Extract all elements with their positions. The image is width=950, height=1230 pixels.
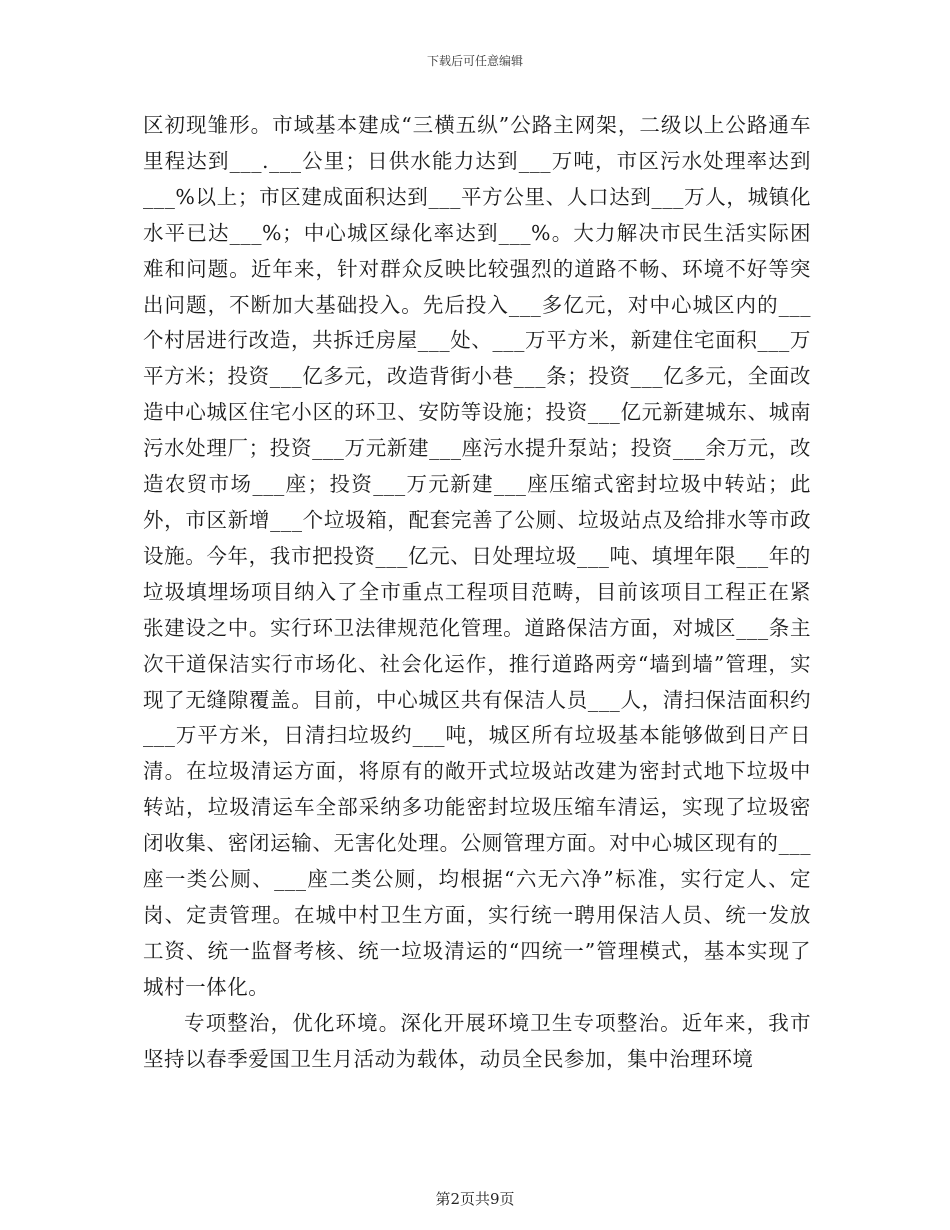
document-body	[143, 108, 811, 1077]
page-header: 下载后可任意编辑	[426, 54, 523, 68]
paragraph: 专项整治，优化环境。深化开展环境卫生专项整治。近年来，我市坚持以春季爱国卫生月活动为载体，动员全民参加，集中治理环境	[143, 1010, 811, 1071]
page-number: 第2页共9页	[435, 1190, 515, 1208]
paragraph: 区初现雏形。市域基本建成“三横五纵”公路主网架，二级以上公路通车里程达到___.___公里；日供水能力达到___万吨，市区污水处理率达到___%以上；市区建成面积达到___平方公里、人口达到___万人，城镇化水平已达___%；中心城区绿化率达到___%。大力解决市民生活实际困难和问题。近年来，针对群众反映比较强烈的道路不畅、环境不好等突出问题，不断加大基础投入。先后投入___多亿元，对中心城区内的___个村居进行改造，共拆迁房屋___处、___万平方米，新建住宅面积___万平方米；投资___亿多元，改造背街小巷___条；投资___亿多元，全面改造中心城区住宅小区的环卫、安防等设施；投资___亿元新建城东、城南污水处理厂；投资___万元新建___座污水提升泵站；投资___余万元，改造农贸市场___座；投资___万元新建___座压缩式密封垃圾中转站；此外，市区新增___个垃圾箱，配套完善了公厕、垃圾站点及给排水等市政设施。今年，我市把投资___亿元、日处理垃圾___吨、填埋年限___年的垃圾填埋场项目纳入了全市重点工程项目范畴，目前该项目工程正在紧张建设之中。实行环卫法律规范化管理。道路保洁方面，对城区___条主次干道保洁实行市场化、社会化运作，推行道路两旁“墙到墙”管理，实现了无缝隙覆盖。目前，中心城区共有保洁人员___人，清扫保洁面积约___万平方米，日清扫垃圾约___吨，城区所有垃圾基本能够做到日产日清。在垃圾清运方面，将原有的敞开式垃圾站改建为密封式地下垃圾中转站，垃圾清运车全部采纳多功能密封垃圾压缩车清运，实现了垃圾密闭收集、密闭运输、无害化处理。公厕管理方面。对中心城区现有的___座一类公厕、___座二类公厕，均根据“六无六净”标准，实行定人、定岗、定责管理。在城中村卫生方面，实行统一聘用保洁人员、统一发放工资、统一监督考核、统一垃圾清运的“四统一”管理模式，基本实现了城村一体化。	[143, 113, 811, 999]
